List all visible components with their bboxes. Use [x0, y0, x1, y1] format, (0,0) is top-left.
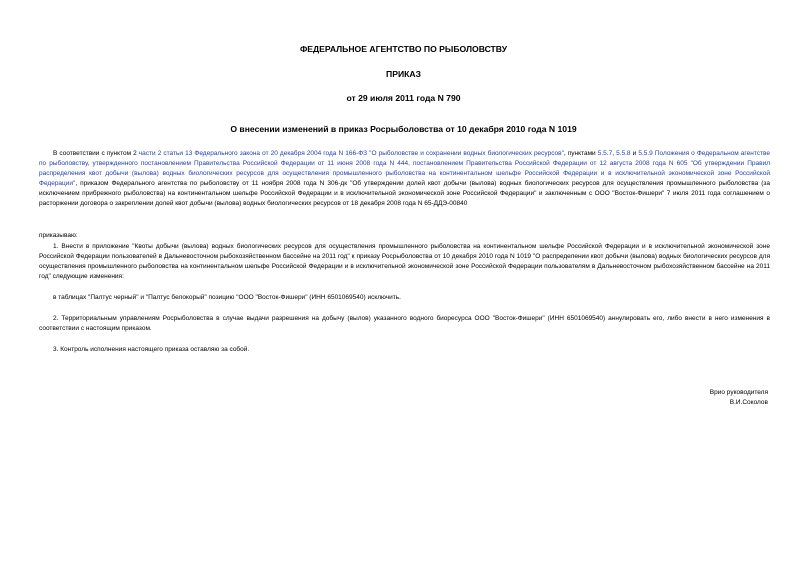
document-title: О внесении изменений в приказ Росрыболовства от 10 декабря 2010 года N 1019: [230, 124, 577, 134]
clause-link-557[interactable]: 5.5.7: [597, 150, 613, 157]
document-type: ПРИКАЗ: [386, 69, 421, 79]
preamble-paragraph: [39, 149, 770, 209]
signature-name: В.И.Соколов: [729, 399, 768, 406]
preamble-text-4: и: [630, 150, 639, 157]
clause-link-558[interactable]: 5.5.8: [616, 150, 631, 157]
government-decree-link[interactable]: , утвержденного постановлением Правительства Российской Федерации от 11 июня 2008 года N 444, постановлением Правительства Российской Федерации от 12 августа 2008 года N 605 "Об утверждении Правил распределения квот добычи (вылова) водных биологических ресурсов для осуществления промышленного рыболовства на континентальном шельфе Российской Федерации и в исключительной экономической зоне Российской Федерации": [39, 160, 771, 187]
preamble-text-3: ,: [612, 150, 617, 157]
order-word: приказываю:: [39, 232, 78, 239]
signature-position: Врио руководителя: [709, 389, 768, 396]
law-link[interactable]: части 2 статьи 13 Федерального закона от 20 декабря 2004 года N 166-ФЗ "О рыболовстве и сохранении водных биологических ресурсов": [138, 150, 564, 157]
regulation-link[interactable]: 5.5.9 Положения о Федеральном агентстве по рыболовству: [39, 150, 770, 167]
item-1-subparagraph: в таблицах "Палтус черный" и "Палтус белокорый" позицию "ООО "Восток-Фишери" (ИНН 6501069540) исключить.: [53, 294, 401, 301]
preamble-text-1: В соответствии с пунктом 2: [53, 150, 139, 157]
item-1-paragraph: 1. Внести в приложение "Квоты добычи (вылова) водных биологических ресурсов для осуществления промышленного рыболовства на континентальном шельфе Российской Федерации и в исключительной экономической зоне Российской Федерации пользователей в Дальневосточном рыбохозяйственном бассейне на 2011 год" к приказу Росрыболовства от 10 декабря 2010 года N 1019 "О распределении квот добычи (вылова) водных биологических ресурсов для осуществления промышленного рыболовства на континентальном шельфе Российской Федерации и в исключительной экономической зоне Российской Федерации пользователям в Дальневосточном рыбохозяйственном бассейне на 2011 год" следующие изменения:: [39, 243, 770, 280]
document-date-number: от 29 июля 2011 года N 790: [346, 93, 461, 103]
item-2-paragraph: 2. Территориальным управлениям Росрыболовства в случае выдачи разрешения на добычу (вылов) указанного водного биоресурса ООО "Восток-Фишери" (ИНН 6501069540) аннулировать его, либо внести в него изменения в соответствии с настоящим приказом.: [39, 315, 770, 332]
agency-name: ФЕДЕРАЛЬНОЕ АГЕНТСТВО ПО РЫБОЛОВСТВУ: [299, 44, 508, 54]
item-3-paragraph: 3. Контроль исполнения настоящего приказа оставляю за собой.: [53, 346, 250, 353]
preamble-text-2: , пунктами: [563, 150, 598, 157]
preamble-text-6: , приказом Федерального агентства по рыболовству от 11 ноября 2008 года N 306-дк "Об утверждении долей квот добычи (вылова) водных биологических ресурсов для осуществления промышленного рыболовства (за исключением прибрежного рыболовства) на континентальном шельфе Российской Федерации и в исключительной экономической зоне Российской Федерации" и заключенным с ООО "Восток-Фишери" 7 июля 2011 года соглашением о расторжении договора о закреплении долей квот добычи (вылова) водных биологических ресурсов от 18 декабря 2008 года N 65-ДДЭ-00840: [39, 180, 770, 207]
